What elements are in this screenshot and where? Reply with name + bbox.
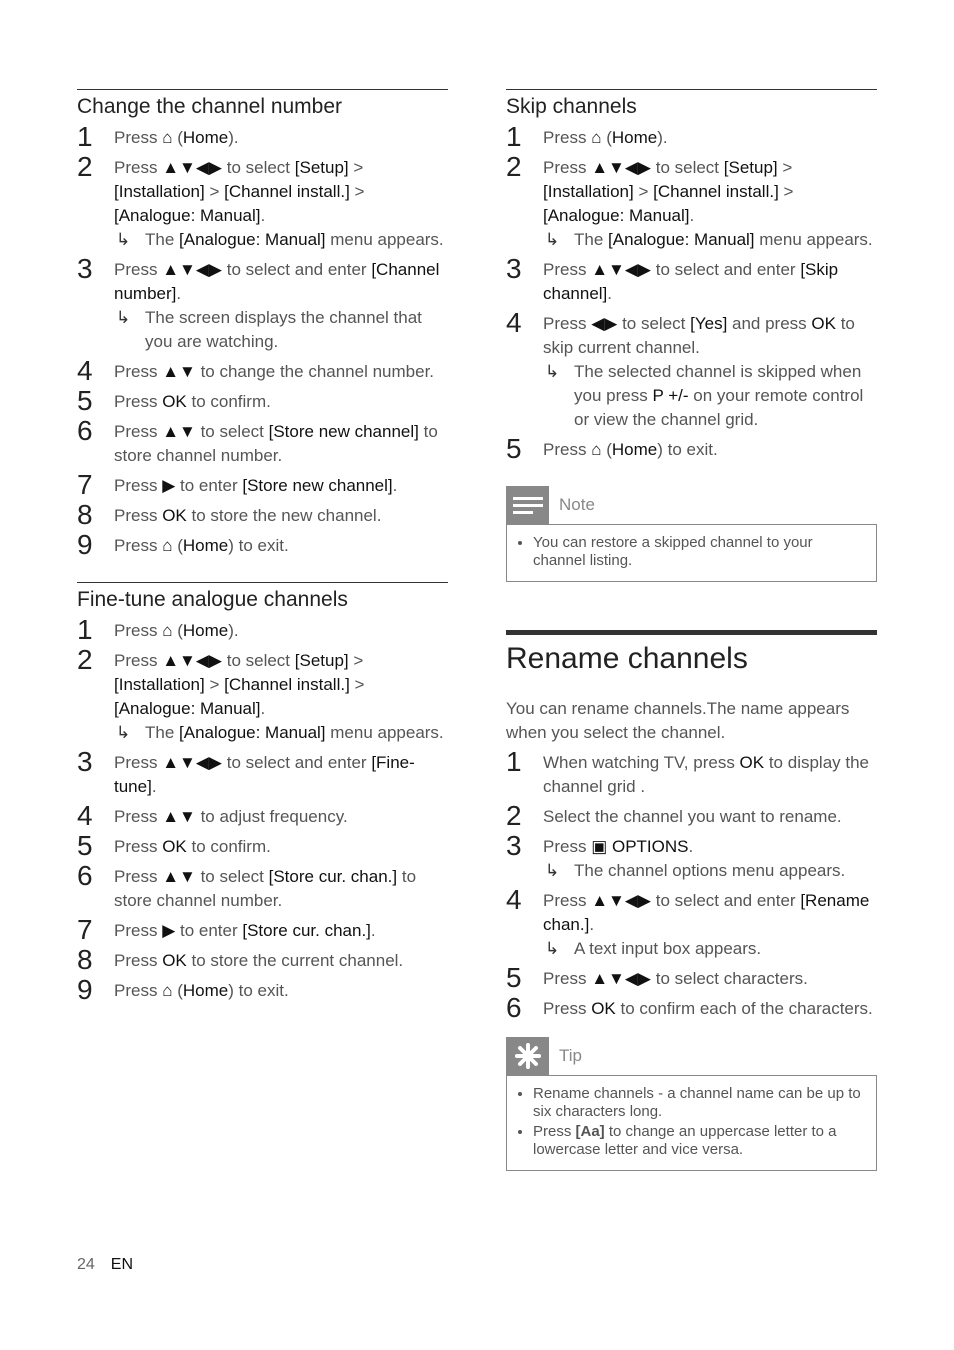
step-number: 2 [77, 151, 93, 182]
step-text: Press OK to confirm. [114, 392, 271, 411]
step-text: When watching TV, press OK to display the channel grid . [543, 753, 870, 796]
step-3 [506, 830, 877, 883]
step-number: 2 [506, 151, 522, 182]
tip-callout [506, 1037, 877, 1171]
note-callout [506, 486, 877, 582]
section-title: Change the channel number [77, 95, 343, 118]
step-text: Press ▲▼ to change the channel number. [114, 362, 435, 381]
step-text: Press OK to confirm each of the characters. [543, 999, 873, 1018]
step-text: Press ◀▶ to select [Yes] and press OK to skip current channel. [543, 314, 855, 357]
step-5 [77, 385, 448, 416]
step-result: ↳ The [Analogue: Manual] menu appears. [114, 721, 448, 745]
step-1 [77, 121, 448, 152]
step-result: ↳ The [Analogue: Manual] menu appears. [114, 228, 448, 252]
step-text: Press OK to confirm. [114, 837, 271, 856]
step-number: 8 [77, 944, 93, 975]
step-2 [506, 151, 877, 252]
result-arrow-icon: ↳ [545, 362, 560, 381]
step-text: Press ⌂ (Home) to exit. [114, 536, 289, 555]
step-result: ↳ The selected channel is skipped when you press P +/- on your remote control or view the channel grid. [545, 362, 864, 429]
step-text: Press ⌂ (Home) to exit. [114, 981, 289, 1000]
step-3 [506, 253, 877, 306]
step-number: 3 [77, 253, 93, 284]
step-number: 1 [77, 121, 93, 152]
step-text: Press ⌂ (Home). [114, 621, 239, 640]
step-text: Press ▶ to enter [Store cur. chan.]. [114, 921, 376, 940]
result-arrow-icon: ↳ [116, 230, 131, 249]
step-text: Press ▲▼◀▶ to select [Setup] > [Installation] > [Channel install.] > [Analogue: Manual]. [543, 158, 794, 225]
step-5 [77, 830, 448, 861]
step-number: 7 [77, 469, 93, 500]
step-text: Press ⌂ (Home) to exit. [543, 440, 718, 459]
step-list [506, 121, 877, 464]
step-number: 8 [77, 499, 93, 530]
step-number: 5 [77, 385, 93, 416]
step-6 [77, 415, 448, 468]
step-result: ↳ The [Analogue: Manual] menu appears. [543, 228, 877, 252]
step-6 [506, 992, 877, 1023]
step-number: 1 [506, 746, 522, 777]
step-result: ↳ The channel options menu appears. [543, 859, 877, 883]
result-arrow-icon: ↳ [545, 939, 560, 958]
step-number: 5 [506, 433, 522, 464]
step-5 [506, 433, 877, 464]
step-1 [506, 746, 877, 799]
step-5 [506, 962, 877, 993]
step-number: 1 [77, 614, 93, 645]
step-number: 4 [506, 307, 522, 338]
step-7 [77, 914, 448, 945]
step-text: Press ▶ to enter [Store new channel]. [114, 476, 398, 495]
step-6 [77, 860, 448, 913]
page-number: 24 [77, 1256, 95, 1273]
step-number: 3 [506, 253, 522, 284]
tip-header [506, 1037, 877, 1075]
step-list [506, 746, 877, 1023]
step-number: 4 [506, 884, 522, 915]
step-text: Press ▣ OPTIONS. [543, 837, 694, 856]
step-8 [77, 499, 448, 530]
step-number: 5 [77, 830, 93, 861]
list-item: • Press [Aa] to change an uppercase letter to a lowercase letter and vice versa. [533, 1123, 866, 1159]
step-number: 7 [77, 914, 93, 945]
step-number: 9 [77, 974, 93, 1005]
result-arrow-icon: ↳ [545, 861, 560, 880]
section-title: Fine-tune analogue channels [77, 588, 348, 611]
step-number: 6 [77, 860, 93, 891]
right-column [506, 89, 877, 1181]
step-text: Press ▲▼◀▶ to select and enter [Channel number]. [114, 260, 440, 303]
step-result: ↳ The screen displays the channel that you are watching. [116, 308, 422, 351]
step-text: Press ⌂ (Home). [543, 128, 668, 147]
section-1 [77, 582, 448, 1003]
step-text: Press ▲▼ to select [Store new channel] to store channel number. [114, 422, 438, 465]
step-4 [506, 307, 877, 432]
step-text: Press OK to store the new channel. [114, 506, 382, 525]
step-number: 3 [506, 830, 522, 861]
step-text: Press OK to store the current channel. [114, 951, 404, 970]
section-skip-channels [506, 89, 877, 462]
step-list [77, 614, 448, 1005]
page-footer [77, 1256, 133, 1274]
step-8 [77, 944, 448, 975]
step-number: 5 [506, 962, 522, 993]
tip-icon [506, 1037, 549, 1075]
rename-intro: You can rename channels.The name appears when you select the channel. [506, 699, 850, 742]
step-text: Press ▲▼◀▶ to select characters. [543, 969, 808, 988]
result-arrow-icon: ↳ [545, 230, 560, 249]
step-text: Press ▲▼◀▶ to select and enter [Skip channel]. [543, 260, 839, 303]
step-3 [77, 746, 448, 799]
step-number: 9 [77, 529, 93, 560]
step-text: Press ▲▼ to adjust frequency. [114, 807, 348, 826]
step-2 [77, 644, 448, 745]
step-1 [77, 614, 448, 645]
step-number: 6 [77, 415, 93, 446]
step-number: 4 [77, 800, 93, 831]
step-number: 4 [77, 355, 93, 386]
step-number: 1 [506, 121, 522, 152]
language-code: EN [110, 1256, 134, 1273]
note-body [506, 524, 877, 582]
step-text: Press ▲▼◀▶ to select [Setup] > [Installation] > [Channel install.] > [Analogue: Manual]. [114, 651, 365, 718]
list-item: • You can restore a skipped channel to your channel listing. [533, 534, 866, 570]
step-4 [77, 800, 448, 831]
step-text: Press ▲▼◀▶ to select and enter [Fine-tune]. [114, 753, 415, 796]
tip-body [506, 1075, 877, 1171]
note-header [506, 486, 877, 524]
step-text: Press ▲▼◀▶ to select [Setup] > [Installation] > [Channel install.] > [Analogue: Manual]. [114, 158, 365, 225]
step-4 [77, 355, 448, 386]
tip-label: Tip [559, 1046, 582, 1065]
rename-title: Rename channels [506, 630, 877, 677]
note-icon [506, 486, 549, 524]
section-title: Skip channels [506, 95, 637, 118]
step-text: Select the channel you want to rename. [543, 807, 842, 826]
result-arrow-icon: ↳ [116, 723, 131, 742]
step-2 [77, 151, 448, 252]
step-number: 2 [506, 800, 522, 831]
step-result: ↳ A text input box appears. [543, 937, 877, 961]
step-number: 2 [77, 644, 93, 675]
list-item: • Rename channels - a channel name can be up to six characters long. [533, 1085, 866, 1121]
step-text: Press ▲▼ to select [Store cur. chan.] to store channel number. [114, 867, 417, 910]
step-list [77, 121, 448, 560]
note-label: Note [559, 495, 595, 514]
section-0 [77, 89, 448, 558]
step-2 [506, 800, 877, 831]
step-7 [77, 469, 448, 500]
step-text: Press ⌂ (Home). [114, 128, 239, 147]
left-column [77, 89, 448, 1027]
result-arrow-icon: ↳ [116, 308, 131, 327]
step-4 [506, 884, 877, 961]
step-9 [77, 529, 448, 560]
step-1 [506, 121, 877, 152]
step-3 [77, 253, 448, 354]
step-9 [77, 974, 448, 1005]
step-number: 6 [506, 992, 522, 1023]
step-text: Press ▲▼◀▶ to select and enter [Rename chan.]. [543, 891, 870, 934]
step-number: 3 [77, 746, 93, 777]
